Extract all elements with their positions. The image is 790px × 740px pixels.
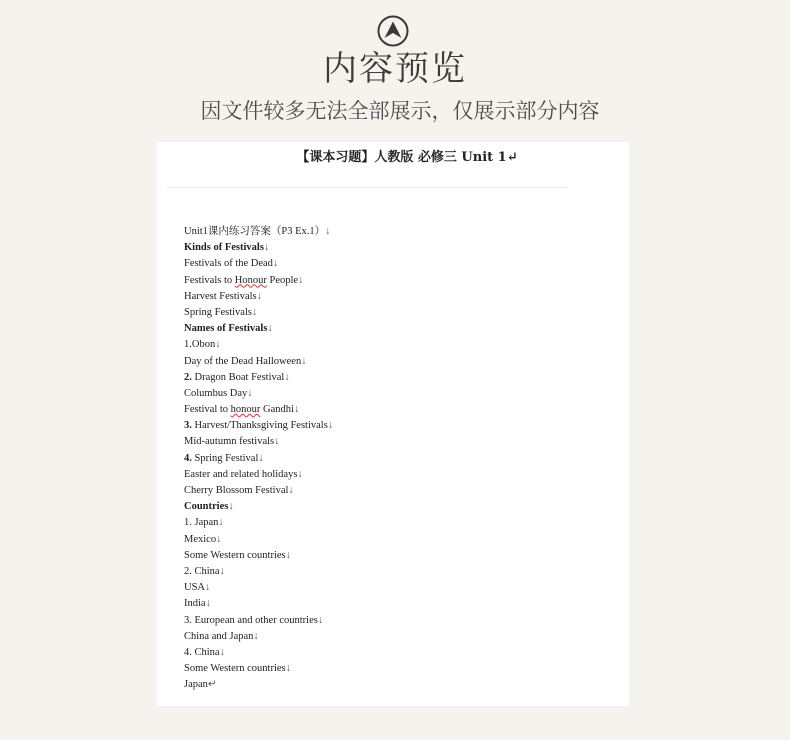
document-line [184,256,614,272]
line-text: Names of Festivals [184,323,268,335]
document-title: 【课本习题】人教版 必修三 Unit 1↵ [296,150,518,165]
document-line [184,580,614,596]
line-text: 4. China [184,646,220,658]
document-line [184,613,614,629]
paragraph-mark: ↓ [272,258,279,270]
document-line [184,434,614,450]
line-text: 3. European and other countries [184,614,318,626]
paragraph-mark: ↓ [297,468,303,480]
line-text: Mexico [184,533,217,545]
paragraph-mark: ↓ [285,549,291,561]
line-text: Countries [184,501,229,513]
line-text: Festivals to [184,274,235,286]
header-divider [167,187,567,188]
line-text: 2. China [184,565,220,577]
paragraph-mark: ↓ [293,404,300,416]
line-text: Harvest/Thanksgiving Festivals [191,420,328,432]
document-line [184,273,614,289]
document-line [184,321,614,337]
paragraph-mark: ↓ [317,614,324,626]
document-line [184,418,614,434]
paragraph-mark: ↓ [247,387,253,399]
paragraph-mark: ↓ [215,339,221,351]
paragraph-mark: ↓ [219,565,225,577]
line-number: 2. [184,371,192,383]
line-text: Harvest Festivals [184,290,257,302]
spellcheck-word: honour [230,404,261,416]
line-text: China and Japan [184,630,254,642]
document-line [184,661,614,677]
document-line [184,483,614,499]
document-lines [184,224,614,693]
line-text: Cherry Blossom Festival [184,485,289,496]
paragraph-mark: ↓ [288,485,294,496]
line-text: Columbus Day [184,387,248,399]
document-line [184,354,614,370]
document-line [184,548,614,564]
line-text: Mid-autumn festivals [184,436,275,448]
line-text: Spring Festival [191,452,259,464]
document-line [184,370,614,386]
document-preview [157,142,629,706]
line-text: Day of the Dead Halloween [184,355,302,367]
paragraph-mark: ↓ [301,355,307,367]
paragraph-mark: ↓ [267,323,273,335]
paragraph-mark: ↓ [263,242,270,254]
line-text: 1.Obon [184,339,216,351]
line-text: Some Western countries [184,663,286,675]
paragraph-mark: ↓ [258,452,264,464]
document-line [184,240,614,256]
document-line [184,305,614,321]
line-number: 3. [184,420,192,432]
paragraph-mark: ↓ [251,306,258,318]
document-line [184,451,614,467]
document-line [184,564,614,580]
paragraph-mark: ↓ [298,274,304,286]
line-text: Unit1课内练习答案（P3 Ex.1） [184,226,326,237]
line-text: People [266,274,299,286]
paragraph-mark: ↓ [274,436,280,448]
line-text: USA [184,582,206,594]
page-subtitle: 因文件较多无法全部展示，仅展示部分内容 [200,99,600,123]
paragraph-mark: ↓ [228,501,234,513]
document-line [184,289,614,305]
paragraph-mark: ↓ [325,226,331,237]
document-line [184,402,614,418]
document-line [184,386,614,402]
document-line [184,629,614,645]
logo-arrow-icon [377,15,409,47]
line-text: 1. Japan [184,517,219,529]
line-text: Dragon Boat Festival [191,371,285,383]
document-line [184,677,614,693]
document-line [184,645,614,661]
paragraph-mark: ↓ [205,598,211,610]
paragraph-mark: ↓ [284,371,290,383]
paragraph-mark: ↵ [207,679,217,691]
document-line [184,515,614,531]
document-line [184,532,614,548]
document-line [184,499,614,515]
paragraph-mark: ↓ [253,630,259,642]
paragraph-mark: ↓ [285,663,291,675]
paragraph-mark: ↓ [205,582,211,594]
line-number: 4. [184,452,192,464]
line-text: Festival to [184,404,231,416]
line-text: Gandhi [260,404,294,416]
paragraph-mark: ↓ [256,290,262,302]
spellcheck-word: Honour [234,274,267,286]
paragraph-mark: ↓ [327,420,334,432]
document-line [184,224,614,240]
line-text: India [184,598,206,610]
line-text: Some Western countries [184,549,286,561]
line-text: Japan [184,679,208,691]
paragraph-mark: ↓ [216,533,222,545]
paragraph-mark: ↓ [219,646,225,658]
line-text: Kinds of Festivals [184,242,264,254]
document-line [184,596,614,612]
line-text: Easter and related holidays [184,468,298,480]
line-text: Spring Festivals [184,306,252,318]
document-line [184,467,614,483]
paragraph-mark: ↓ [218,517,224,529]
document-line [184,337,614,353]
line-text: Festivals of the Dead [184,258,273,270]
page-title: 内容预览 [323,49,467,89]
